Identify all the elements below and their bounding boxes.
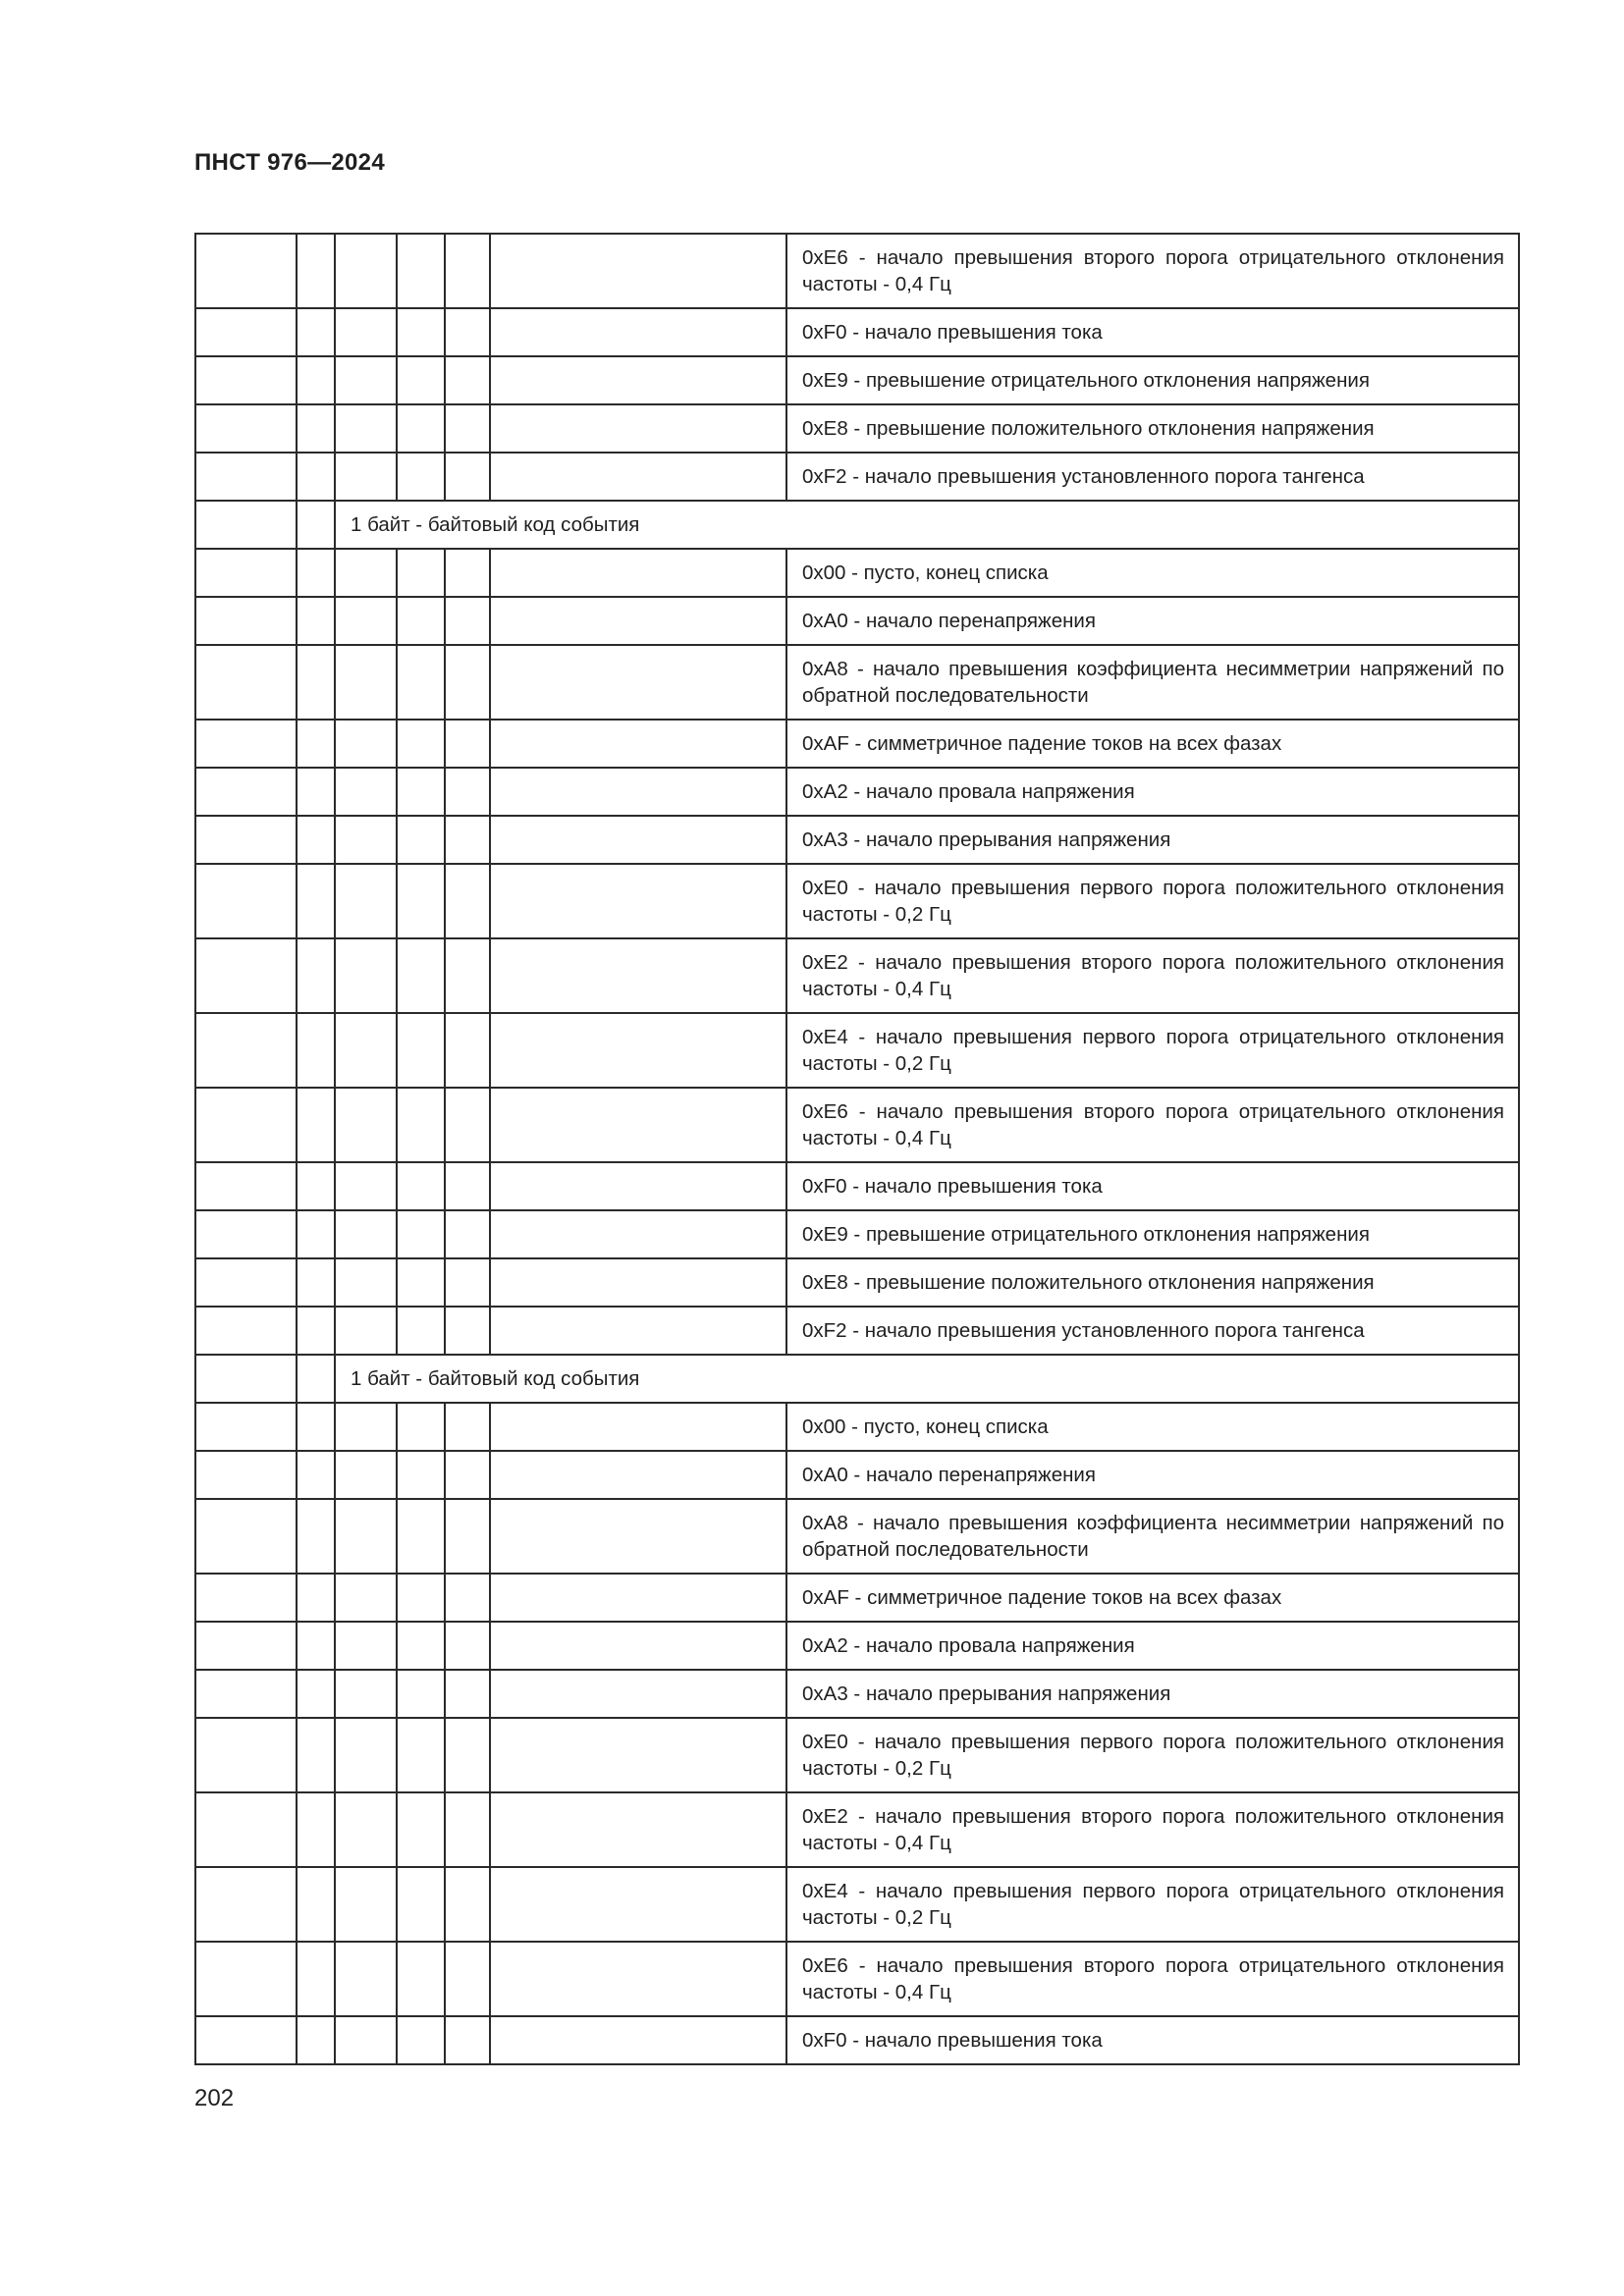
empty-cell <box>490 404 786 453</box>
empty-cell <box>297 308 335 356</box>
table-row <box>195 1622 1519 1670</box>
empty-cell <box>445 1403 490 1451</box>
empty-cell <box>490 1210 786 1258</box>
empty-cell <box>335 1867 397 1942</box>
event-description: 0xA0 - начало перенапряжения <box>786 1451 1519 1499</box>
empty-cell <box>397 645 445 720</box>
group-row <box>195 501 1519 549</box>
empty-cell <box>397 1162 445 1210</box>
table-row <box>195 1162 1519 1210</box>
empty-cell <box>445 234 490 308</box>
document-header: ПНСТ 976—2024 <box>194 149 385 176</box>
empty-cell <box>297 645 335 720</box>
empty-cell <box>297 1162 335 1210</box>
empty-cell <box>445 864 490 938</box>
empty-cell <box>335 1670 397 1718</box>
event-description: 0xE0 - начало превышения первого порога положительного отклонения частоты - 0,2 Гц <box>786 1718 1519 1792</box>
empty-cell <box>335 234 397 308</box>
table-row <box>195 1670 1519 1718</box>
empty-cell <box>195 1867 297 1942</box>
table-row <box>195 645 1519 720</box>
empty-cell <box>297 1403 335 1451</box>
empty-cell <box>195 308 297 356</box>
empty-cell <box>335 720 397 768</box>
table-row <box>195 720 1519 768</box>
empty-cell <box>195 1718 297 1792</box>
empty-cell <box>297 1574 335 1622</box>
event-description: 0xE2 - начало превышения второго порога положительного отклонения частоты - 0,4 Гц <box>786 938 1519 1013</box>
event-description: 0xE4 - начало превышения первого порога отрицательного отклонения частоты - 0,2 Гц <box>786 1013 1519 1088</box>
empty-cell <box>445 1574 490 1622</box>
empty-cell <box>335 1307 397 1355</box>
empty-cell <box>490 1162 786 1210</box>
empty-cell <box>297 501 335 549</box>
empty-cell <box>445 1307 490 1355</box>
empty-cell <box>397 768 445 816</box>
event-description: 0xF0 - начало превышения тока <box>786 2016 1519 2064</box>
empty-cell <box>490 1013 786 1088</box>
empty-cell <box>297 816 335 864</box>
empty-cell <box>397 356 445 404</box>
empty-cell <box>297 1867 335 1942</box>
empty-cell <box>335 404 397 453</box>
event-description: 0xE8 - превышение положительного отклонения напряжения <box>786 404 1519 453</box>
event-description: 0x00 - пусто, конец списка <box>786 549 1519 597</box>
event-description: 0xE4 - начало превышения первого порога отрицательного отклонения частоты - 0,2 Гц <box>786 1867 1519 1942</box>
table-row <box>195 2016 1519 2064</box>
table-row <box>195 308 1519 356</box>
empty-cell <box>297 2016 335 2064</box>
empty-cell <box>195 404 297 453</box>
event-code-table <box>194 233 1520 2065</box>
empty-cell <box>397 720 445 768</box>
empty-cell <box>297 1670 335 1718</box>
empty-cell <box>297 453 335 501</box>
empty-cell <box>195 1355 297 1403</box>
empty-cell <box>335 1210 397 1258</box>
empty-cell <box>490 1942 786 2016</box>
empty-cell <box>445 720 490 768</box>
empty-cell <box>297 1210 335 1258</box>
event-description: 0xF2 - начало превышения установленного порога тангенса <box>786 1307 1519 1355</box>
empty-cell <box>490 1088 786 1162</box>
page-number: 202 <box>194 2085 235 2111</box>
empty-cell <box>335 1718 397 1792</box>
empty-cell <box>195 1622 297 1670</box>
table-row <box>195 404 1519 453</box>
table-row <box>195 1451 1519 1499</box>
empty-cell <box>297 1088 335 1162</box>
empty-cell <box>397 2016 445 2064</box>
empty-cell <box>397 1307 445 1355</box>
empty-cell <box>490 549 786 597</box>
empty-cell <box>195 1403 297 1451</box>
table-row <box>195 864 1519 938</box>
empty-cell <box>195 864 297 938</box>
empty-cell <box>335 1088 397 1162</box>
empty-cell <box>397 1792 445 1867</box>
group-label: 1 байт - байтовый код события <box>335 501 1519 549</box>
empty-cell <box>490 1718 786 1792</box>
empty-cell <box>397 816 445 864</box>
empty-cell <box>445 1718 490 1792</box>
empty-cell <box>490 308 786 356</box>
empty-cell <box>445 816 490 864</box>
empty-cell <box>335 1403 397 1451</box>
empty-cell <box>397 864 445 938</box>
empty-cell <box>335 1162 397 1210</box>
empty-cell <box>195 597 297 645</box>
empty-cell <box>490 1307 786 1355</box>
empty-cell <box>397 1574 445 1622</box>
event-description: 0xE9 - превышение отрицательного отклонения напряжения <box>786 1210 1519 1258</box>
empty-cell <box>490 1499 786 1574</box>
table-row <box>195 1307 1519 1355</box>
empty-cell <box>397 308 445 356</box>
empty-cell <box>195 1088 297 1162</box>
empty-cell <box>397 1210 445 1258</box>
empty-cell <box>397 549 445 597</box>
empty-cell <box>445 1622 490 1670</box>
event-description: 0xA8 - начало превышения коэффициента несимметрии напряжений по обратной последовательности <box>786 645 1519 720</box>
empty-cell <box>297 1451 335 1499</box>
group-label: 1 байт - байтовый код события <box>335 1355 1519 1403</box>
empty-cell <box>490 1622 786 1670</box>
empty-cell <box>195 549 297 597</box>
empty-cell <box>490 720 786 768</box>
empty-cell <box>397 1258 445 1307</box>
group-row <box>195 1355 1519 1403</box>
empty-cell <box>195 1258 297 1307</box>
empty-cell <box>445 645 490 720</box>
empty-cell <box>445 1670 490 1718</box>
empty-cell <box>490 645 786 720</box>
empty-cell <box>297 1792 335 1867</box>
empty-cell <box>445 768 490 816</box>
empty-cell <box>195 768 297 816</box>
event-description: 0xA8 - начало превышения коэффициента несимметрии напряжений по обратной последовательности <box>786 1499 1519 1574</box>
empty-cell <box>397 1622 445 1670</box>
empty-cell <box>195 1792 297 1867</box>
empty-cell <box>445 1792 490 1867</box>
empty-cell <box>297 938 335 1013</box>
empty-cell <box>297 768 335 816</box>
empty-cell <box>445 1013 490 1088</box>
empty-cell <box>397 938 445 1013</box>
empty-cell <box>445 1088 490 1162</box>
table-row <box>195 356 1519 404</box>
empty-cell <box>195 1210 297 1258</box>
empty-cell <box>445 938 490 1013</box>
empty-cell <box>445 404 490 453</box>
event-description: 0xF0 - начало превышения тока <box>786 1162 1519 1210</box>
event-description: 0xE6 - начало превышения второго порога отрицательного отклонения частоты - 0,4 Гц <box>786 1088 1519 1162</box>
empty-cell <box>297 1499 335 1574</box>
table-row <box>195 1867 1519 1942</box>
empty-cell <box>490 816 786 864</box>
empty-cell <box>397 1942 445 2016</box>
empty-cell <box>195 1162 297 1210</box>
empty-cell <box>335 1258 397 1307</box>
event-description: 0xAF - симметричное падение токов на всех фазах <box>786 1574 1519 1622</box>
event-description: 0xE9 - превышение отрицательного отклонения напряжения <box>786 356 1519 404</box>
table-row <box>195 816 1519 864</box>
empty-cell <box>297 404 335 453</box>
empty-cell <box>490 1403 786 1451</box>
empty-cell <box>335 1622 397 1670</box>
empty-cell <box>335 1574 397 1622</box>
table-row <box>195 1574 1519 1622</box>
empty-cell <box>335 645 397 720</box>
table-row <box>195 1210 1519 1258</box>
empty-cell <box>445 1867 490 1942</box>
empty-cell <box>195 1307 297 1355</box>
empty-cell <box>445 1162 490 1210</box>
empty-cell <box>445 356 490 404</box>
empty-cell <box>195 720 297 768</box>
empty-cell <box>195 1574 297 1622</box>
empty-cell <box>195 1670 297 1718</box>
empty-cell <box>490 1670 786 1718</box>
empty-cell <box>445 597 490 645</box>
empty-cell <box>297 1622 335 1670</box>
empty-cell <box>297 356 335 404</box>
empty-cell <box>490 453 786 501</box>
empty-cell <box>397 1718 445 1792</box>
empty-cell <box>335 1942 397 2016</box>
empty-cell <box>297 1307 335 1355</box>
empty-cell <box>445 1942 490 2016</box>
table-row <box>195 1403 1519 1451</box>
empty-cell <box>297 1355 335 1403</box>
empty-cell <box>195 234 297 308</box>
event-description: 0xF2 - начало превышения установленного порога тангенса <box>786 453 1519 501</box>
empty-cell <box>490 768 786 816</box>
event-description: 0xA2 - начало провала напряжения <box>786 1622 1519 1670</box>
empty-cell <box>397 1670 445 1718</box>
table-row <box>195 1258 1519 1307</box>
event-description: 0xF0 - начало превышения тока <box>786 308 1519 356</box>
empty-cell <box>445 453 490 501</box>
empty-cell <box>335 2016 397 2064</box>
event-description: 0xE0 - начало превышения первого порога положительного отклонения частоты - 0,2 Гц <box>786 864 1519 938</box>
empty-cell <box>335 1451 397 1499</box>
empty-cell <box>297 597 335 645</box>
event-description: 0xE6 - начало превышения второго порога отрицательного отклонения частоты - 0,4 Гц <box>786 1942 1519 2016</box>
empty-cell <box>397 404 445 453</box>
event-description: 0xA3 - начало прерывания напряжения <box>786 1670 1519 1718</box>
empty-cell <box>297 1258 335 1307</box>
table-row <box>195 549 1519 597</box>
empty-cell <box>195 645 297 720</box>
event-description: 0xA3 - начало прерывания напряжения <box>786 816 1519 864</box>
event-description: 0xAF - симметричное падение токов на всех фазах <box>786 720 1519 768</box>
empty-cell <box>397 453 445 501</box>
table-row <box>195 1013 1519 1088</box>
event-description: 0xE8 - превышение положительного отклонения напряжения <box>786 1258 1519 1307</box>
empty-cell <box>397 1013 445 1088</box>
empty-cell <box>397 1088 445 1162</box>
empty-cell <box>195 356 297 404</box>
empty-cell <box>297 1013 335 1088</box>
event-description: 0xE6 - начало превышения второго порога отрицательного отклонения частоты - 0,4 Гц <box>786 234 1519 308</box>
empty-cell <box>297 549 335 597</box>
table-row <box>195 1088 1519 1162</box>
empty-cell <box>297 864 335 938</box>
empty-cell <box>297 1942 335 2016</box>
empty-cell <box>195 938 297 1013</box>
table-row <box>195 1942 1519 2016</box>
event-description: 0x00 - пусто, конец списка <box>786 1403 1519 1451</box>
table-row <box>195 1792 1519 1867</box>
empty-cell <box>490 1451 786 1499</box>
empty-cell <box>195 1013 297 1088</box>
empty-cell <box>490 234 786 308</box>
empty-cell <box>445 1210 490 1258</box>
empty-cell <box>335 1013 397 1088</box>
empty-cell <box>445 308 490 356</box>
empty-cell <box>397 597 445 645</box>
empty-cell <box>195 816 297 864</box>
empty-cell <box>445 1499 490 1574</box>
event-description: 0xA0 - начало перенапряжения <box>786 597 1519 645</box>
table-row <box>195 1718 1519 1792</box>
empty-cell <box>335 453 397 501</box>
empty-cell <box>335 597 397 645</box>
empty-cell <box>195 453 297 501</box>
empty-cell <box>335 768 397 816</box>
empty-cell <box>445 2016 490 2064</box>
event-description: 0xA2 - начало провала напряжения <box>786 768 1519 816</box>
event-description: 0xE2 - начало превышения второго порога положительного отклонения частоты - 0,4 Гц <box>786 1792 1519 1867</box>
table-row <box>195 453 1519 501</box>
empty-cell <box>195 1499 297 1574</box>
empty-cell <box>397 1451 445 1499</box>
empty-cell <box>335 938 397 1013</box>
empty-cell <box>490 864 786 938</box>
empty-cell <box>195 501 297 549</box>
empty-cell <box>335 1792 397 1867</box>
empty-cell <box>490 938 786 1013</box>
empty-cell <box>490 1792 786 1867</box>
table-row <box>195 597 1519 645</box>
empty-cell <box>397 1867 445 1942</box>
empty-cell <box>297 1718 335 1792</box>
empty-cell <box>335 308 397 356</box>
empty-cell <box>397 234 445 308</box>
empty-cell <box>445 549 490 597</box>
table-row <box>195 234 1519 308</box>
empty-cell <box>335 356 397 404</box>
table-row <box>195 938 1519 1013</box>
empty-cell <box>335 816 397 864</box>
table-row <box>195 768 1519 816</box>
empty-cell <box>297 234 335 308</box>
empty-cell <box>195 1451 297 1499</box>
empty-cell <box>490 356 786 404</box>
empty-cell <box>490 1574 786 1622</box>
table-row <box>195 1499 1519 1574</box>
empty-cell <box>335 864 397 938</box>
empty-cell <box>445 1451 490 1499</box>
empty-cell <box>335 549 397 597</box>
empty-cell <box>397 1499 445 1574</box>
empty-cell <box>195 2016 297 2064</box>
empty-cell <box>195 1942 297 2016</box>
empty-cell <box>490 1258 786 1307</box>
empty-cell <box>445 1258 490 1307</box>
empty-cell <box>335 1499 397 1574</box>
empty-cell <box>490 597 786 645</box>
empty-cell <box>297 720 335 768</box>
empty-cell <box>490 2016 786 2064</box>
event-code-table-body <box>195 234 1519 2064</box>
empty-cell <box>490 1867 786 1942</box>
empty-cell <box>397 1403 445 1451</box>
